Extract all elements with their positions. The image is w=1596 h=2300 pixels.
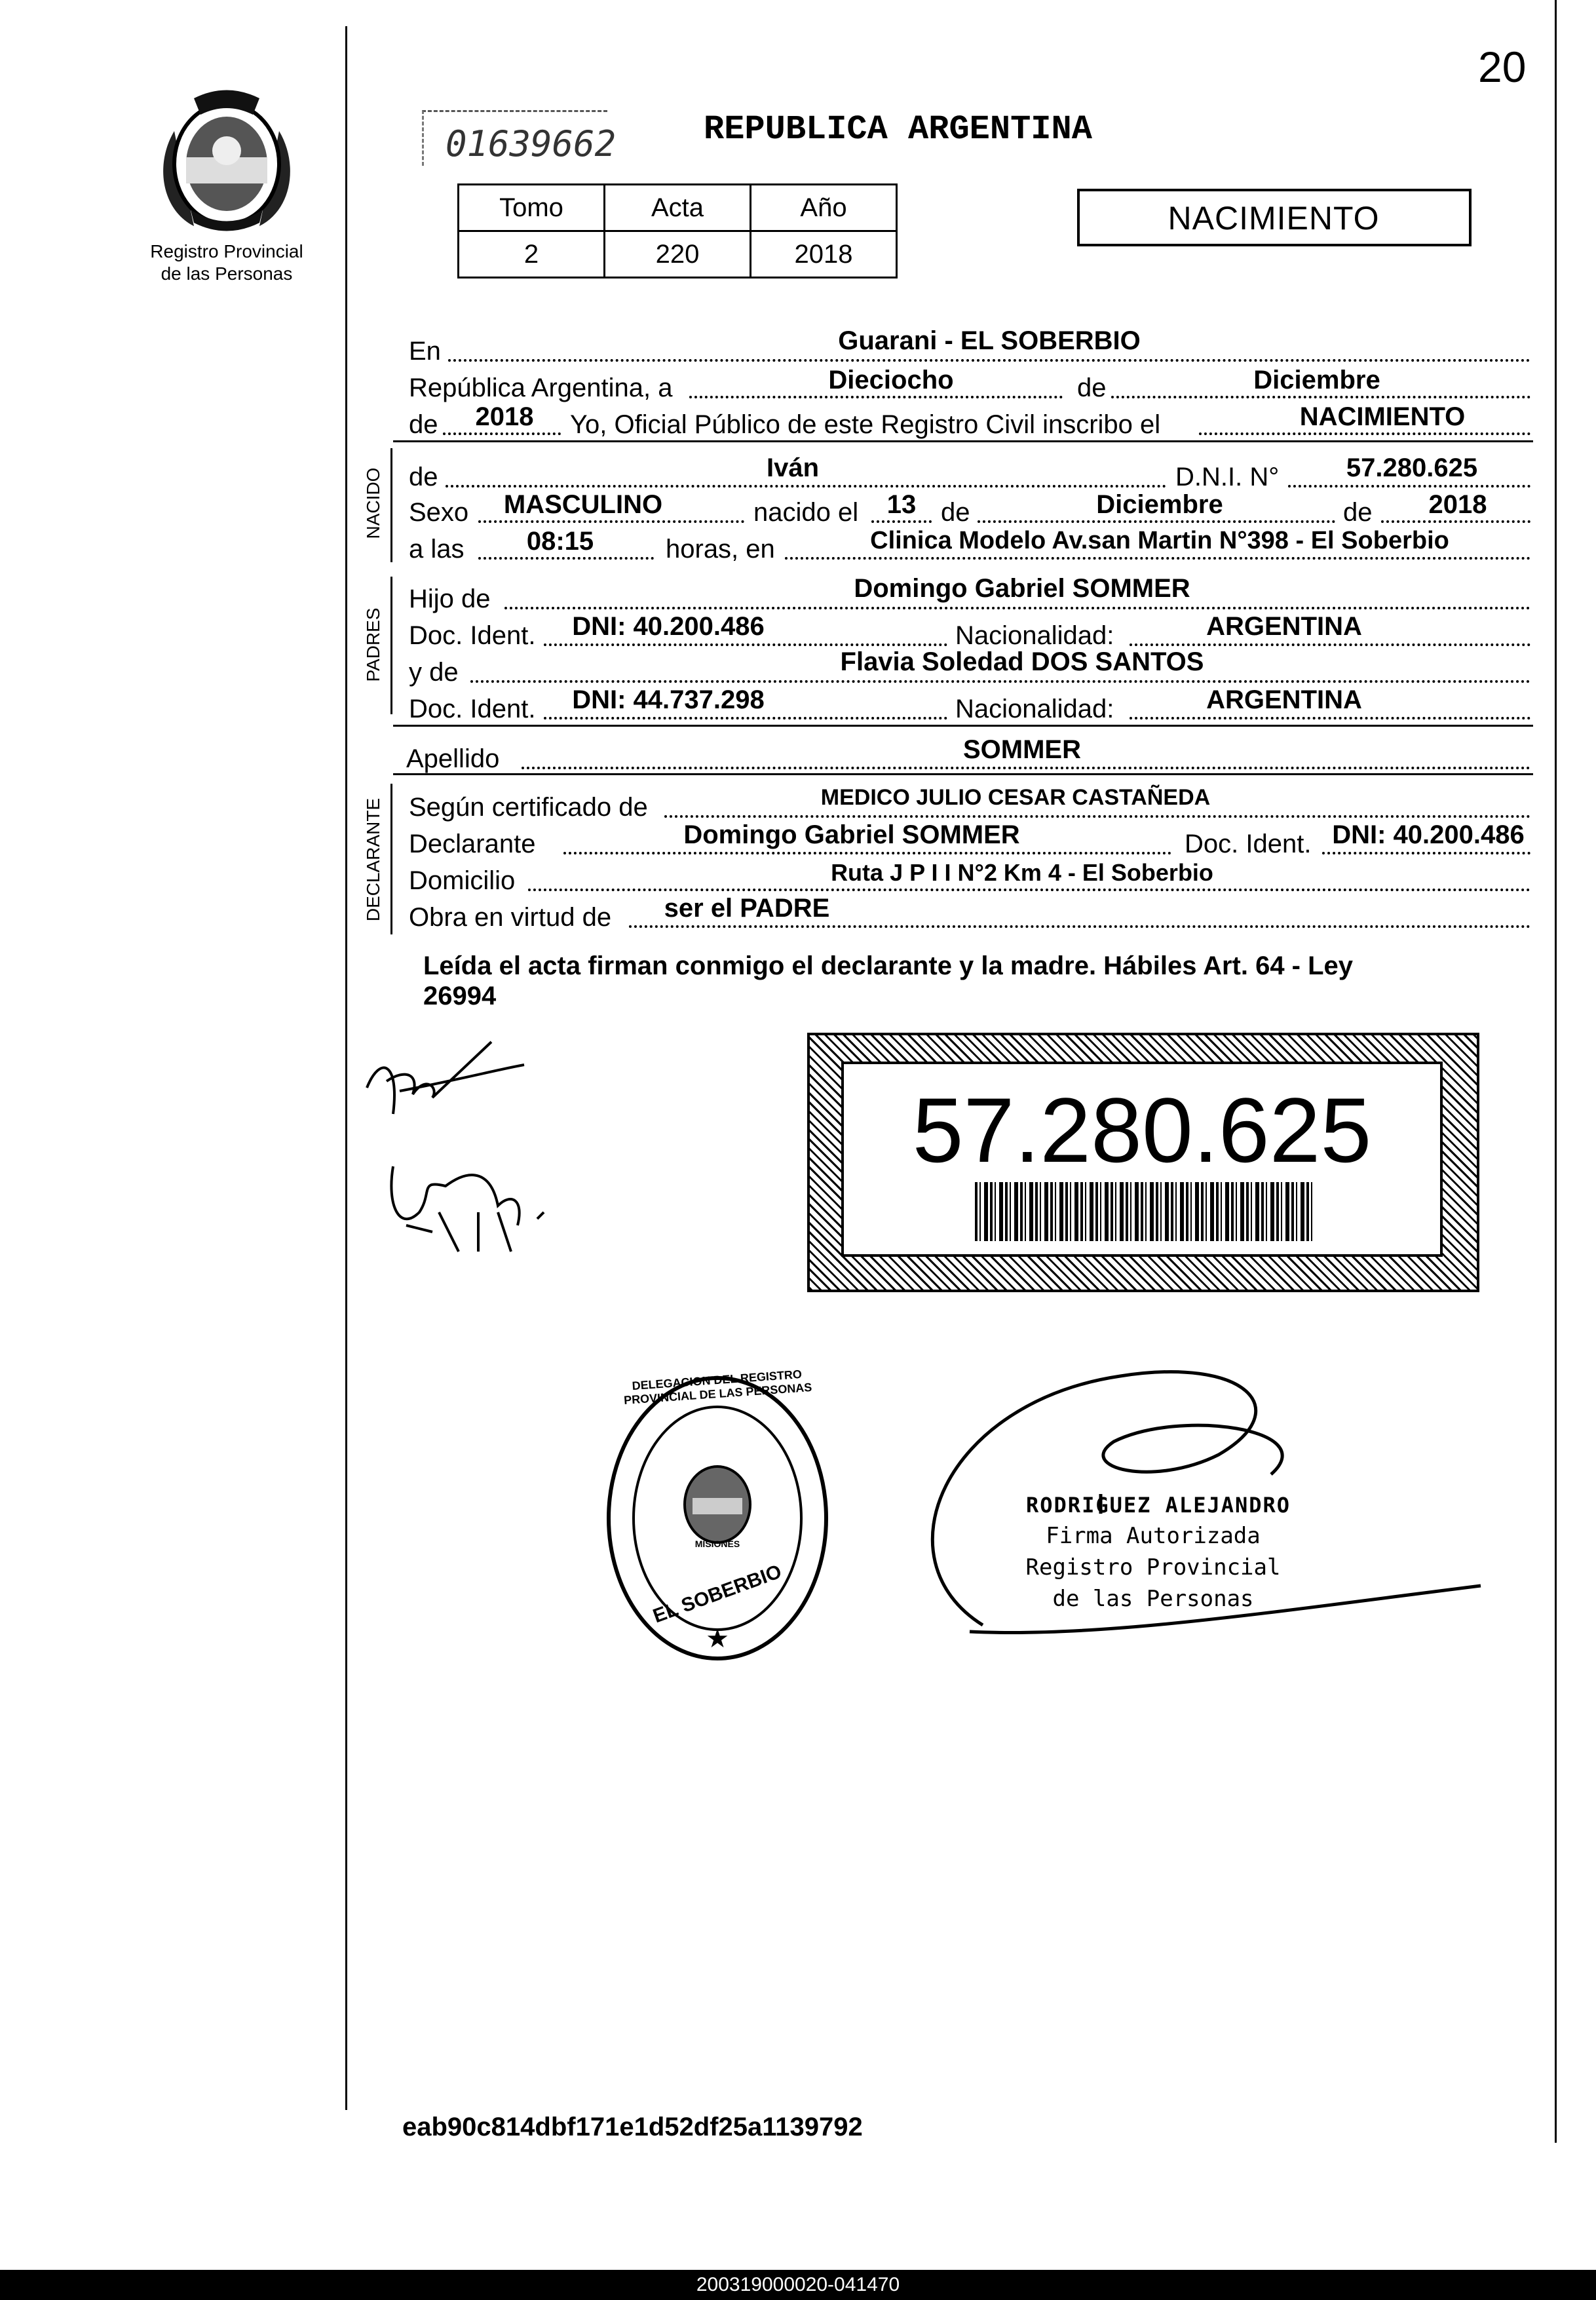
handwritten-signature-icon bbox=[380, 1153, 577, 1258]
birth-day-value: 13 bbox=[886, 490, 917, 519]
apellido-label: Apellido bbox=[406, 744, 500, 773]
decl-value: Domingo Gabriel SOMMER bbox=[683, 820, 1020, 849]
section-divider bbox=[393, 440, 1533, 442]
record-table bbox=[457, 183, 898, 278]
horas-label: horas, en bbox=[666, 535, 775, 564]
father-doc-label: Doc. Ident. bbox=[409, 621, 536, 650]
republica-label: República Argentina, a bbox=[409, 374, 673, 402]
alas-label: a las bbox=[409, 535, 465, 564]
birth-year-value: 2018 bbox=[1428, 490, 1487, 519]
yde-label: y de bbox=[409, 658, 459, 687]
official-seal-icon bbox=[604, 1373, 831, 1663]
dotted-line bbox=[664, 815, 1530, 818]
nacido-el-label: nacido el bbox=[753, 498, 859, 527]
father-doc-value: DNI: 40.200.486 bbox=[572, 612, 765, 641]
page-number: 20 bbox=[1478, 43, 1527, 91]
dotted-line bbox=[563, 852, 1171, 854]
oficial-label: Yo, Oficial Público de este Registro Civil inscribo el bbox=[570, 410, 1161, 439]
section-divider bbox=[393, 725, 1533, 727]
dotted-line bbox=[1199, 432, 1530, 435]
dotted-line bbox=[504, 607, 1530, 609]
section-divider bbox=[393, 773, 1533, 775]
mother-doc-value: DNI: 44.737.298 bbox=[572, 685, 765, 714]
father-value: Domingo Gabriel SOMMER bbox=[854, 574, 1190, 603]
act-type-value: NACIMIENTO bbox=[1299, 402, 1466, 431]
mother-doc-label: Doc. Ident. bbox=[409, 695, 536, 723]
name-value: Iván bbox=[766, 453, 820, 482]
stamp-outer-text: DELEGACION DEL REGISTRO PROVINCIAL DE LAS PERSONAS bbox=[623, 1367, 812, 1407]
header-title: REPUBLICA ARGENTINA bbox=[704, 110, 1092, 149]
sexo-value: MASCULINO bbox=[503, 490, 663, 519]
side-label-declarante: DECLARANTE bbox=[363, 797, 383, 922]
record-type: NACIMIENTO bbox=[1168, 200, 1380, 237]
month-value: Diciembre bbox=[1253, 366, 1380, 394]
province-emblem bbox=[155, 85, 299, 236]
dotted-line bbox=[1130, 643, 1530, 646]
birth-place-value: Clinica Modelo Av.san Martin N°398 - El Soberbio bbox=[870, 527, 1449, 554]
signatory-line3: de las Personas bbox=[1052, 1586, 1254, 1612]
birth-month-value: Diciembre bbox=[1096, 490, 1223, 519]
dotted-line bbox=[1288, 485, 1530, 488]
table-header-ano: Año bbox=[751, 185, 897, 231]
decl-doc-value: DNI: 40.200.486 bbox=[1332, 820, 1525, 849]
dotted-line bbox=[544, 643, 947, 646]
table-value-tomo: 2 bbox=[459, 231, 605, 278]
dni-sticker bbox=[807, 1033, 1479, 1292]
table-value-ano: 2018 bbox=[751, 231, 897, 278]
dotted-line bbox=[478, 520, 744, 523]
mother-value: Flavia Soledad DOS SANTOS bbox=[840, 647, 1204, 676]
obra-value: ser el PADRE bbox=[664, 894, 830, 923]
dotted-line bbox=[689, 396, 1063, 398]
table-header-tomo: Tomo bbox=[459, 185, 605, 231]
dotted-line bbox=[528, 889, 1530, 891]
official-stamp bbox=[604, 1367, 831, 1663]
dotted-line bbox=[470, 680, 1530, 683]
father-nac-label: Nacionalidad: bbox=[955, 621, 1114, 650]
dotted-line bbox=[629, 925, 1530, 928]
logo-caption-line2: de las Personas bbox=[161, 263, 293, 284]
dni-value: 57.280.625 bbox=[1346, 453, 1478, 482]
nacido-de-label: de bbox=[409, 463, 438, 491]
dotted-line bbox=[1130, 717, 1530, 719]
dotted-line bbox=[1322, 852, 1530, 854]
signatory-name: RODRIGUEZ ALEJANDRO bbox=[1026, 1493, 1291, 1518]
dni-sticker-number: 57.280.625 bbox=[912, 1079, 1372, 1181]
hour-value: 08:15 bbox=[526, 527, 594, 556]
dni-label: D.N.I. N° bbox=[1175, 463, 1280, 491]
closing-line1: Leída el acta firman conmigo el declarante y la madre. Hábiles Art. 64 - Ley bbox=[423, 951, 1354, 980]
cert-value: MEDICO JULIO CESAR CASTAÑEDA bbox=[820, 785, 1211, 810]
father-nac-value: ARGENTINA bbox=[1206, 612, 1362, 641]
signatory-line1: Firma Autorizada bbox=[1046, 1523, 1261, 1549]
decl-doc-label: Doc. Ident. bbox=[1185, 830, 1312, 858]
year-value: 2018 bbox=[475, 402, 534, 431]
table-header-acta: Acta bbox=[605, 185, 751, 231]
dom-label: Domicilio bbox=[409, 866, 516, 895]
de-label: de bbox=[1077, 374, 1107, 402]
day-value: Dieciocho bbox=[828, 366, 954, 394]
stamp-center-text: MISIONES bbox=[694, 1539, 740, 1549]
logo-caption-line1: Registro Provincial bbox=[150, 241, 303, 261]
barcode bbox=[975, 1182, 1316, 1241]
de2-label: de bbox=[409, 410, 438, 439]
side-label-nacido: NACIDO bbox=[363, 467, 383, 539]
mother-nac-value: ARGENTINA bbox=[1206, 685, 1362, 714]
closing-line2: 26994 bbox=[423, 982, 497, 1010]
side-label-padres: PADRES bbox=[363, 607, 383, 682]
right-margin-line bbox=[1555, 0, 1557, 2143]
handwritten-signature-icon bbox=[360, 1035, 531, 1127]
nacido-bracket bbox=[390, 448, 392, 562]
sexo-label: Sexo bbox=[409, 498, 469, 527]
nacido-de-label2: de bbox=[941, 498, 970, 527]
signatory-line2: Registro Provincial bbox=[1025, 1554, 1281, 1581]
dotted-line bbox=[446, 485, 1166, 488]
dotted-line bbox=[544, 717, 947, 719]
declarant-signature bbox=[360, 1035, 531, 1127]
dotted-line bbox=[1381, 520, 1530, 523]
dotted-line bbox=[478, 557, 654, 560]
place-value: Guarani - EL SOBERBIO bbox=[838, 326, 1141, 355]
footer-code: 200319000020-041470 bbox=[696, 2274, 900, 2295]
dotted-line bbox=[1111, 396, 1530, 398]
left-margin-line bbox=[345, 26, 347, 2110]
padres-bracket bbox=[390, 577, 392, 714]
mother-signature bbox=[380, 1153, 577, 1258]
dotted-line bbox=[785, 557, 1530, 560]
dotted-line bbox=[978, 520, 1335, 523]
decl-label: Declarante bbox=[409, 830, 536, 858]
hijo-label: Hijo de bbox=[409, 585, 491, 613]
dotted-line bbox=[448, 359, 1530, 362]
en-label: En bbox=[409, 337, 441, 366]
obra-label: Obra en virtud de bbox=[409, 903, 612, 932]
serial-stamp: 01639662 bbox=[446, 123, 617, 164]
mother-nac-label: Nacionalidad: bbox=[955, 695, 1114, 723]
dotted-line bbox=[522, 767, 1530, 769]
stamp-inner-text: EL SOBERBIO bbox=[650, 1560, 785, 1628]
document-hash: eab90c814dbf171e1d52df25a1139792 bbox=[402, 2113, 863, 2141]
declarante-bracket bbox=[390, 784, 392, 934]
nacido-de-label3: de bbox=[1343, 498, 1373, 527]
emblem-icon bbox=[155, 85, 299, 236]
svg-text:★: ★ bbox=[706, 1624, 729, 1654]
dotted-line bbox=[871, 520, 932, 523]
apellido-value: SOMMER bbox=[963, 735, 1081, 764]
table-value-acta: 220 bbox=[605, 231, 751, 278]
dotted-line bbox=[443, 432, 561, 435]
dni-sticker-inner bbox=[841, 1062, 1443, 1257]
dom-value: Ruta J P I I N°2 Km 4 - El Soberbio bbox=[831, 859, 1213, 886]
cert-label: Según certificado de bbox=[409, 793, 648, 822]
